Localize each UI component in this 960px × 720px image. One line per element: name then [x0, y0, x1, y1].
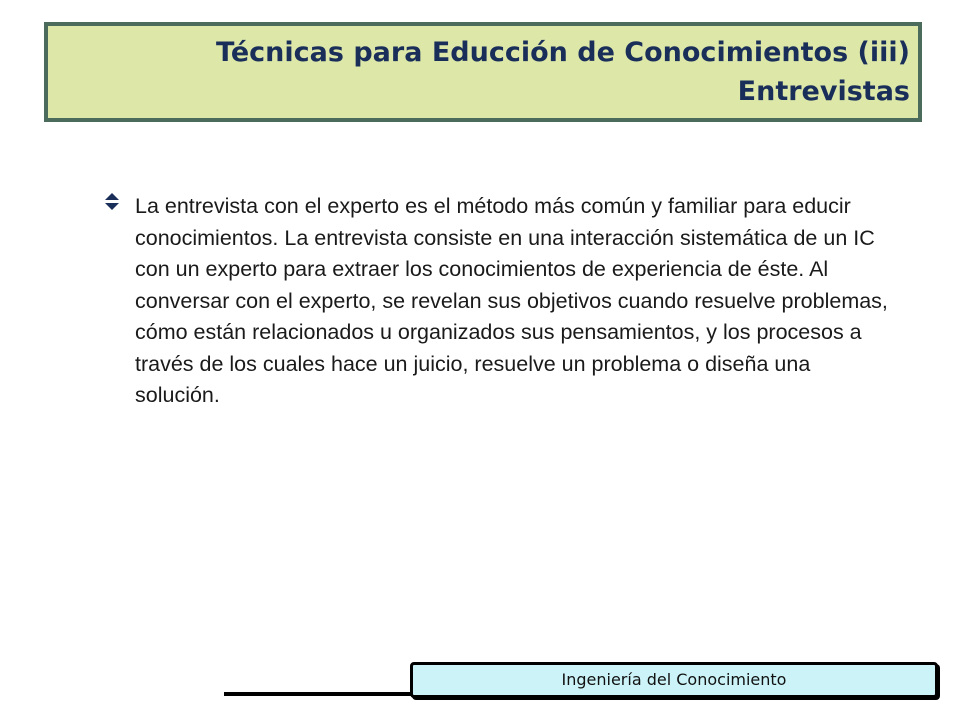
title-banner: [44, 22, 922, 122]
footer-rule: [224, 692, 414, 696]
slide-title: Técnicas para Educción de Conocimientos (iii): [216, 37, 910, 68]
footer-label: Ingeniería del Conocimiento: [410, 662, 938, 698]
slide-subtitle: Entrevistas: [737, 76, 910, 107]
up-down-triangles-icon: [104, 192, 120, 212]
bullet-paragraph: La entrevista con el experto es el método más común y familiar para educir conocimientos. La entrevista consiste en una interacción sistemática de un IC con un experto para extraer los conocimientos de experiencia de éste. Al conversar con el experto, se revelan sus objetivos cuando resuelve problemas, cómo están relacionados u organizados sus pensamientos, y los procesos a través de los cuales hace un juicio, resuelve un problema o diseña una solución.: [135, 194, 888, 407]
